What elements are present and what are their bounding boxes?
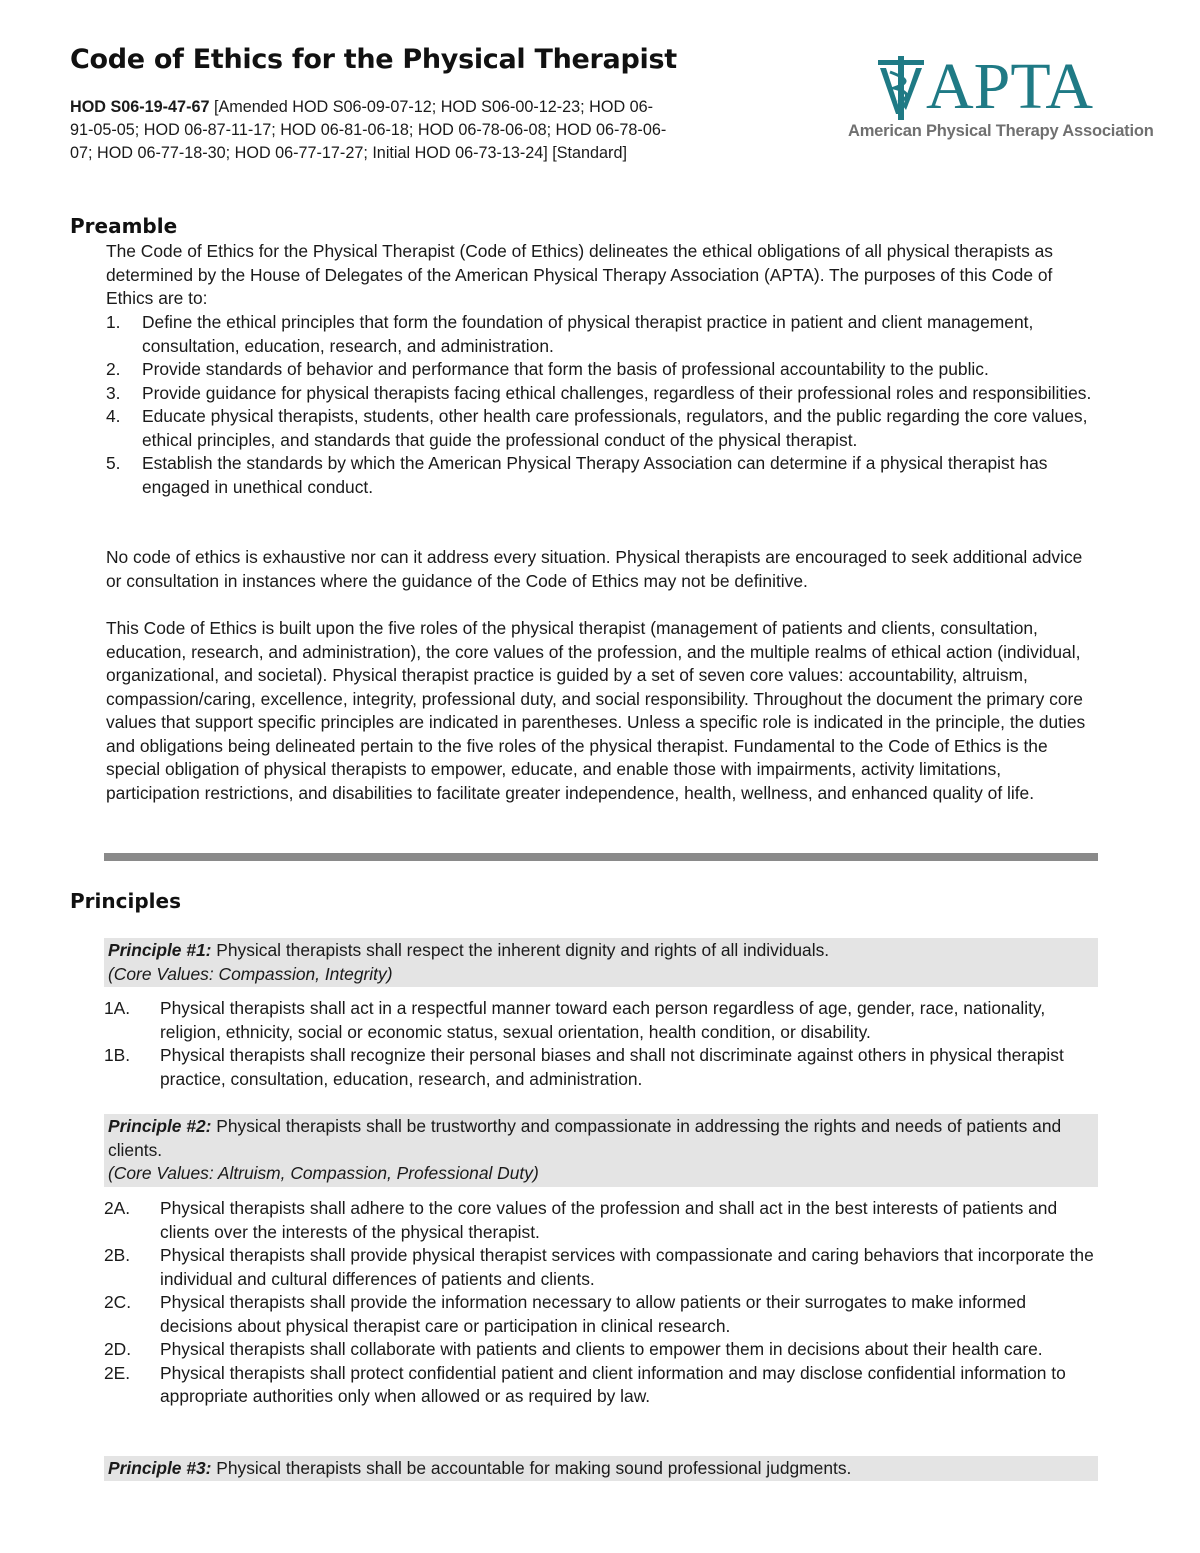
list-item: 2D. Physical therapists shall collaborate with patients and clients to empower them in decisions about their health care.	[104, 1339, 1043, 1359]
hod-history: [Amended HOD S06-09-07-12; HOD S06-00-12-23; HOD 06-91-05-05; HOD 06-87-11-17; HOD 06-81-06-18; HOD 06-78-06-08; HOD 06-78-06-07; HOD 06-77-18-30; HOD 06-77-17-27; Initial HOD 06-73-13-24] [Standard]	[70, 98, 667, 162]
principle-1-box	[104, 938, 1098, 987]
preamble-paragraph-1: No code of ethics is exhaustive nor can it address every situation. Physical therapists are encouraged to seek additional advice or consultation in instances where the guidance of the Code of Ethics may not be definitive.	[106, 547, 1083, 591]
principle-2-core-values: (Core Values: Altruism, Compassion, Professional Duty)	[108, 1163, 539, 1183]
principle-1-label: Principle #1:	[108, 940, 212, 960]
principle-1-items	[104, 997, 1098, 1091]
principle-3-box	[104, 1456, 1098, 1481]
preamble-intro: The Code of Ethics for the Physical Therapist (Code of Ethics) delineates the ethical obligations of all physical therapists as determined by the House of Delegates of the American Physical Therapy Association (APTA). The purposes of this Code of Ethics are to:	[106, 241, 1053, 308]
principle-2-box	[104, 1114, 1098, 1187]
preamble-paragraph-2: This Code of Ethics is built upon the five roles of the physical therapist (management of patients and clients, consultation, education, research, and administration), the core values of the profession, and the multiple realms of ethical action (individual, organizational, and societal). Physical therapist practice is guided by a set of seven core values: accountability, altruism, compassion/caring, excellence, integrity, professional duty, and social responsibility. Throughout the document the primary core values that support specific principles are indicated in parentheses. Unless a specific role is indicated in the principle, the duties and obligations being delineated pertain to the five roles of the physical therapist. Fundamental to the Code of Ethics is the special obligation of physical therapists to empower, educate, and enable those with impairments, activity limitations, participation restrictions, and disabilities to facilitate greater independence, health, wellness, and enhanced quality of life.	[106, 618, 1086, 803]
list-item: 2A. Physical therapists shall adhere to the core values of the profession and shall act in the best interests of patients and clients over the interests of the physical therapist.	[104, 1198, 1058, 1242]
list-item: 2. Provide standards of behavior and performance that form the basis of professional accountability to the public.	[106, 359, 989, 379]
list-item: 2C. Physical therapists shall provide the information necessary to allow patients or their surrogates to make informed decisions about physical therapist care or participation in clinical research.	[104, 1292, 1027, 1336]
section-divider	[104, 853, 1098, 861]
list-item: 4. Educate physical therapists, students, other health care professionals, regulators, and the public regarding the core values, ethical principles, and standards that guide the professional conduct of the physical therapist.	[106, 406, 1088, 450]
logo-subtitle: American Physical Therapy Association	[848, 122, 1154, 140]
list-item: 2B. Physical therapists shall provide physical therapist services with compassionate and caring behaviors that incorporate the individual and cultural differences of patients and clients.	[104, 1245, 1094, 1289]
caduceus-icon	[876, 56, 926, 120]
logo-wordmark: APTA	[926, 50, 1094, 123]
principle-1-text: Physical therapists shall respect the inherent dignity and rights of all individuals.	[211, 940, 830, 960]
page-title: Code of Ethics for the Physical Therapist	[70, 44, 677, 75]
principle-2-label: Principle #2:	[108, 1116, 212, 1136]
list-item: 1A. Physical therapists shall act in a respectful manner toward each person regardless of age, gender, race, nationality, religion, ethnicity, social or economic status, sexual orientation, health condition, or disability.	[104, 998, 1046, 1042]
hod-id: HOD S06-19-47-67	[70, 98, 210, 116]
hod-reference	[70, 96, 670, 165]
list-item: 3. Provide guidance for physical therapists facing ethical challenges, regardless of their professional roles and responsibilities.	[106, 382, 1092, 403]
list-item: 1B. Physical therapists shall recognize their personal biases and shall not discriminate against others in physical therapist practice, consultation, education, research, and administration.	[104, 1045, 1064, 1089]
list-item: 2E. Physical therapists shall protect confidential patient and client information and may disclose confidential information to appropriate authorities only when allowed or as required by law.	[104, 1362, 1066, 1406]
preamble-heading: Preamble	[70, 214, 178, 238]
principle-2-text: Physical therapists shall be trustworthy and compassionate in addressing the rights and needs of patients and clients.	[108, 1116, 1062, 1160]
principle-1-core-values: (Core Values: Compassion, Integrity)	[108, 963, 393, 984]
list-item: 5. Establish the standards by which the American Physical Therapy Association can determine if a physical therapist has engaged in unethical conduct.	[106, 453, 1048, 497]
principle-3-text: Physical therapists shall be accountable for making sound professional judgments.	[211, 1458, 852, 1478]
principle-3-label: Principle #3:	[108, 1458, 212, 1478]
principle-2-items	[104, 1197, 1098, 1409]
principles-heading: Principles	[70, 889, 181, 913]
list-item: 1. Define the ethical principles that form the foundation of physical therapist practice in patient and client management, consultation, education, research, and administration.	[106, 312, 1034, 356]
purposes-list	[70, 311, 1100, 499]
apta-logo	[848, 50, 1154, 146]
